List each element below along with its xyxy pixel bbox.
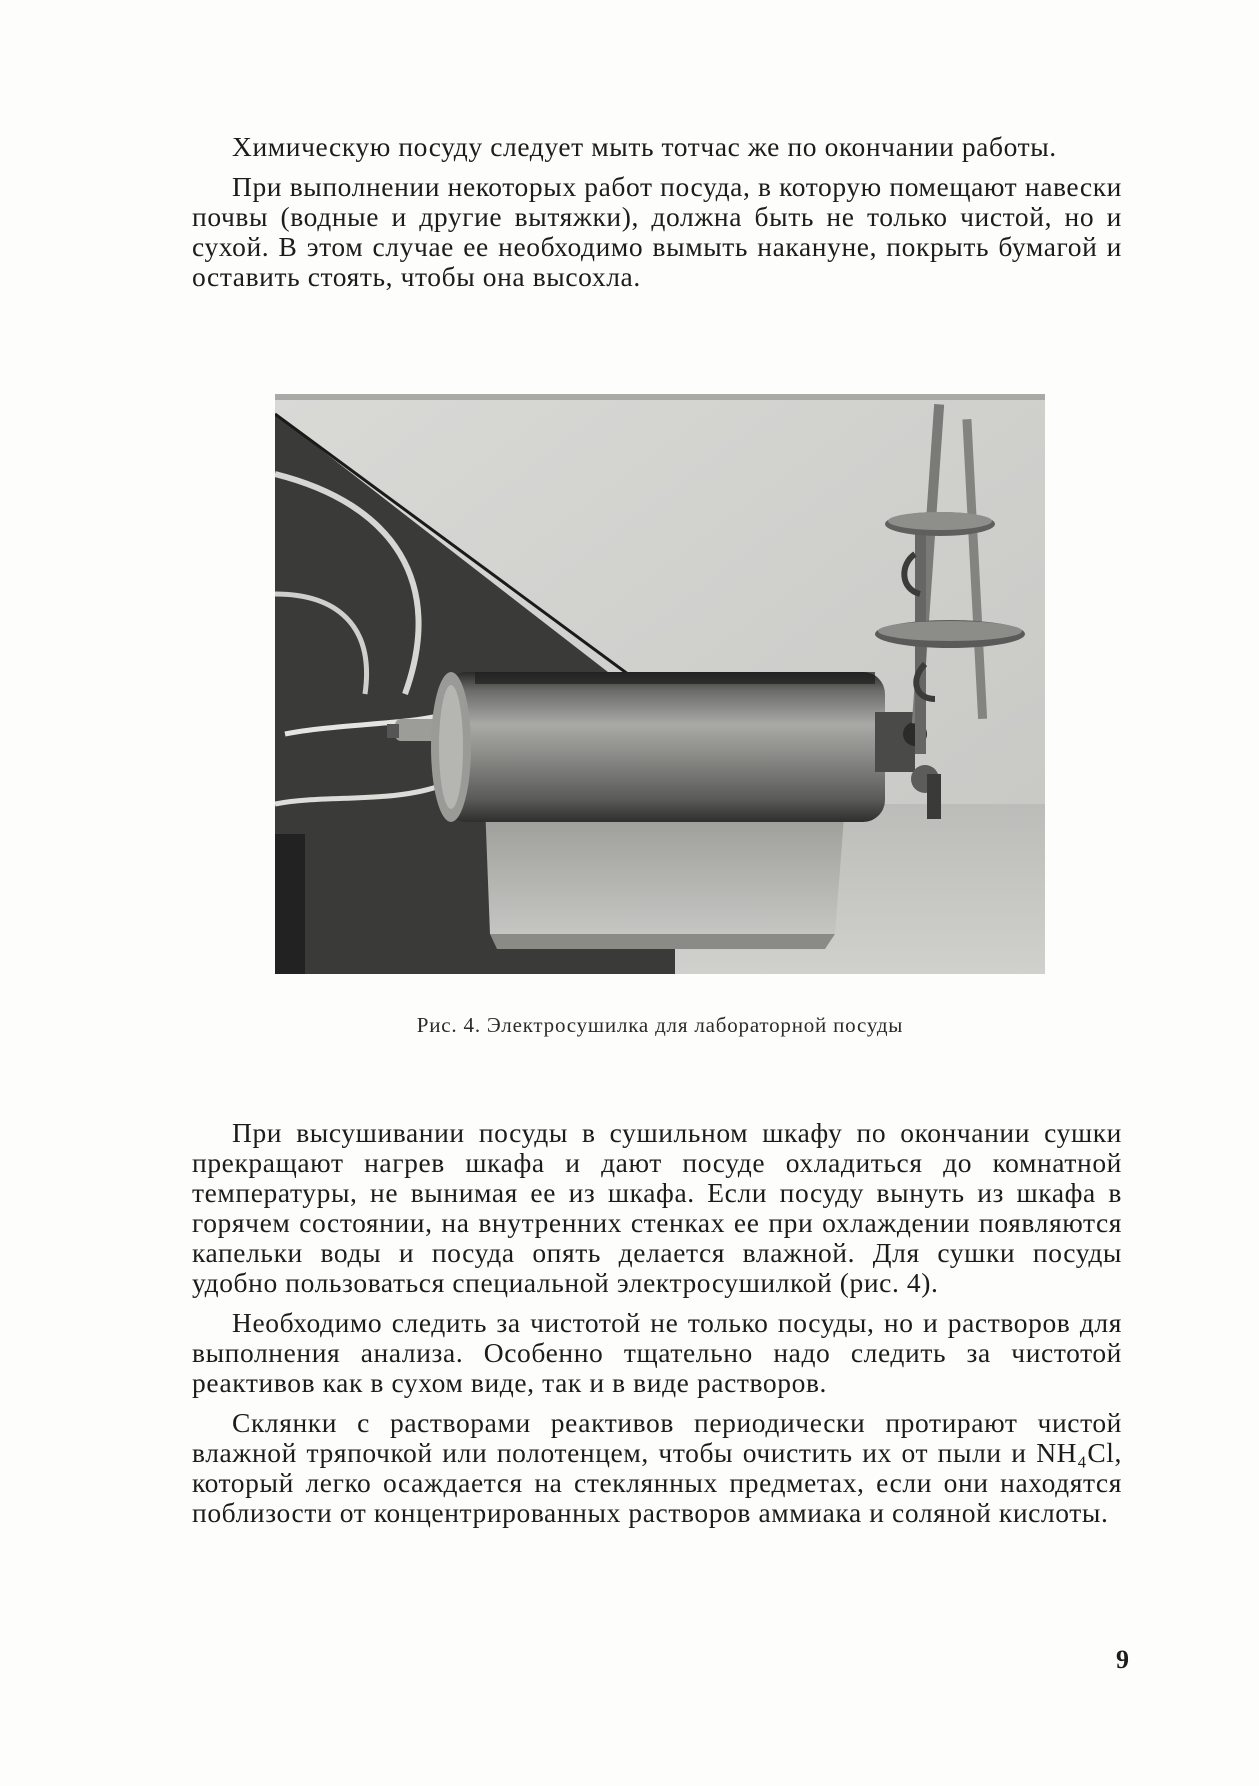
dryer-photo-illustration — [275, 394, 1045, 974]
paragraph-drying-cabinet: При высушивании посуды в сушильном шкафу по окончании сушки прекращают нагрев шкафа и дают посуде охладиться до комнатной температуры, не вынимая ее из шкафа. Если посуду вынуть из шкафа в горячем состоянии, на внутренних стенках ее при охлаждении появляются капельки воды и посуда опять делается влажной. Для сушки посуды удобно пользоваться специальной электросушилкой (рис. 4). — [192, 1117, 1122, 1298]
bottom-text-block — [192, 1118, 1122, 1528]
paragraph-dry-glassware: При выполнении некоторых работ посуда, в которую помещают навески почвы (водные и другие вытяжки), должна быть не только чистой, но и сухой. В этом случае ее необходимо вымыть накануне, покрыть бумагой и оставить стоять, чтобы она высохла. — [192, 171, 1122, 292]
figure-electric-dryer-photo — [275, 394, 1045, 974]
paragraph-washing: Химическую посуду следует мыть тотчас же по окончании работы. — [232, 131, 1057, 162]
figure-caption: Рис. 4. Электросушилка для лабораторной посуды — [416, 1013, 904, 1037]
page-number: 9 — [1116, 1645, 1129, 1674]
paragraph-reagent-bottles: Склянки с растворами реактивов периодически протирают чистой влажной тряпочкой или полотенцем, чтобы очистить их от пыли и NH₄Cl, который легко осаждается на стеклянных предметах, если они находятся поблизости от концентрированных растворов аммиака и соляной кислоты. — [192, 1407, 1122, 1528]
top-text-block — [192, 132, 1122, 292]
paragraph-solution-cleanliness: Необходимо следить за чистотой не только посуды, но и растворов для выполнения анализа. Особенно тщательно надо следить за чистотой реактивов как в сухом виде, так и в виде растворов. — [192, 1307, 1122, 1398]
